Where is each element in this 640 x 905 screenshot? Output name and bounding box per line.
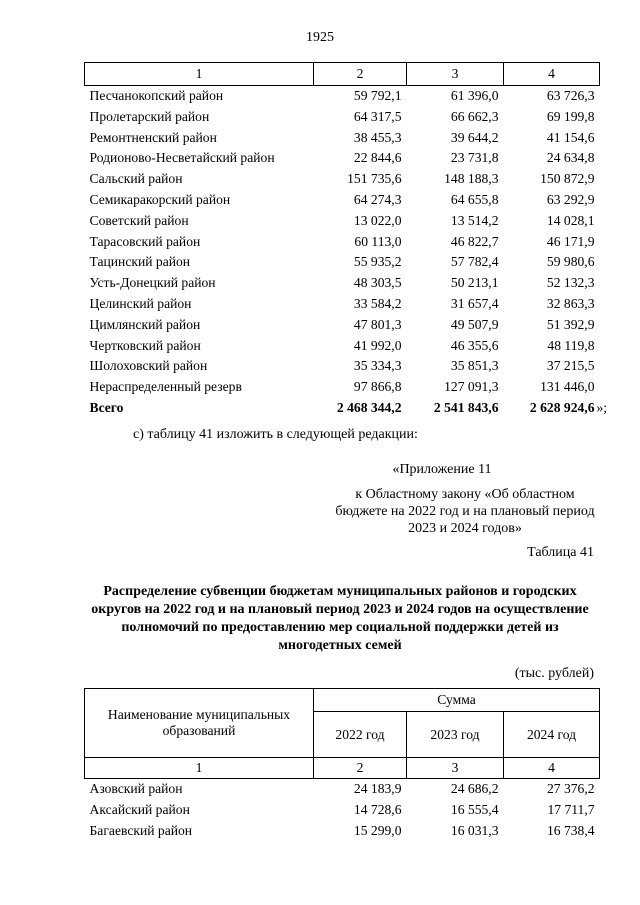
amount-2024: 16 738,4 bbox=[546, 822, 595, 838]
amount-2022: 55 935,2 bbox=[353, 254, 402, 270]
table-row bbox=[85, 252, 600, 273]
municipality-name: Аксайский район bbox=[89, 801, 190, 817]
year-header: 2022 год bbox=[314, 712, 407, 758]
year-header: 2024 год bbox=[504, 712, 600, 758]
amount-2023: 24 686,2 bbox=[450, 781, 499, 796]
municipality-name: Советский район bbox=[89, 212, 189, 228]
amount-2024: 131 446,0 bbox=[540, 379, 595, 395]
sum-column-header: Сумма bbox=[314, 689, 600, 712]
amount-2024: 59 980,6 bbox=[546, 254, 595, 270]
amount-2022: 15 299,0 bbox=[353, 822, 402, 838]
amount-2023: 50 213,1 bbox=[450, 275, 499, 291]
column-number: 1 bbox=[85, 63, 314, 86]
table-row bbox=[85, 821, 600, 842]
column-number-row bbox=[85, 63, 600, 86]
amount-2023: 148 188,3 bbox=[444, 171, 499, 187]
amount-2024: 46 171,9 bbox=[546, 233, 595, 249]
amount-2022: 2 468 344,2 bbox=[336, 399, 402, 415]
amount-2022: 151 735,6 bbox=[347, 171, 402, 187]
amount-2024: 2 628 924,6 »; bbox=[504, 398, 600, 419]
table-title: Распределение субвенции бюджетам муниципальных районов и городских округов на 2022 год и на плановый период 2023 и 2024 годов на осуществление полномочий по предоставлению мер социальной поддержки детей из многодетных семей bbox=[91, 584, 589, 653]
amount-2022: 97 866,8 bbox=[353, 379, 402, 395]
amount-2024: 27 376,2 bbox=[546, 781, 595, 796]
municipality-name: Сальский район bbox=[89, 171, 183, 187]
annex-reference: к Областному закону «Об областном бюджете на 2022 год и на плановый период 2023 и 2024 годов» bbox=[335, 487, 595, 536]
municipality-name: Песчанокопский район bbox=[89, 88, 224, 103]
amount-2024: 150 872,9 bbox=[540, 171, 595, 187]
amount-2024: 69 199,8 bbox=[546, 108, 595, 124]
column-number: 2 bbox=[314, 758, 407, 779]
table-row bbox=[85, 315, 600, 336]
amount-2023: 49 507,9 bbox=[450, 316, 499, 332]
municipality-name: Шолоховский район bbox=[89, 358, 208, 374]
municipality-name: Пролетарский район bbox=[89, 108, 210, 124]
amount-2022: 38 455,3 bbox=[353, 129, 402, 145]
column-number: 4 bbox=[504, 63, 600, 86]
municipality-name: Азовский район bbox=[89, 781, 183, 796]
table-row bbox=[85, 377, 600, 398]
amendment-instruction: с) таблицу 41 изложить в следующей редакции: bbox=[133, 427, 418, 442]
column-number: 3 bbox=[407, 758, 504, 779]
amount-2022: 33 584,2 bbox=[353, 295, 402, 311]
municipality-name: Багаевский район bbox=[89, 822, 193, 838]
column-number: 3 bbox=[407, 63, 504, 86]
municipality-name: Семикаракорский район bbox=[89, 191, 231, 207]
amount-2023: 31 657,4 bbox=[450, 295, 499, 311]
municipality-name: Родионово-Несветайский район bbox=[89, 150, 275, 166]
amount-2024: 14 028,1 bbox=[546, 212, 595, 228]
table-row bbox=[85, 107, 600, 128]
closing-quote-suffix: »; bbox=[596, 399, 608, 415]
amount-2024: 63 726,3 bbox=[546, 88, 595, 103]
municipality-name: Тацинский район bbox=[89, 254, 191, 270]
municipality-name: Ремонтненский район bbox=[89, 129, 217, 145]
amount-2022: 59 792,1 bbox=[353, 88, 402, 103]
column-number-row bbox=[85, 758, 600, 779]
amount-2024: 24 634,8 bbox=[546, 150, 595, 166]
amount-2022: 24 183,9 bbox=[353, 781, 402, 796]
amount-2022: 64 274,3 bbox=[353, 191, 402, 207]
table-row bbox=[85, 398, 600, 419]
table-row bbox=[85, 169, 600, 190]
amount-2022: 35 334,3 bbox=[353, 358, 402, 374]
municipality-name: Целинский район bbox=[89, 295, 192, 311]
table-row bbox=[85, 190, 600, 211]
table-row bbox=[85, 800, 600, 821]
amount-2023: 23 731,8 bbox=[450, 150, 499, 166]
units-label: (тыс. рублей) bbox=[514, 666, 594, 681]
table-row bbox=[85, 356, 600, 377]
municipality-name: Цимлянский район bbox=[89, 316, 201, 332]
municipality-name: Чертковский район bbox=[89, 337, 201, 353]
amount-2023: 61 396,0 bbox=[450, 88, 499, 103]
amount-2023: 2 541 843,6 bbox=[433, 399, 499, 415]
amount-2023: 127 091,3 bbox=[444, 379, 499, 395]
amount-2023: 39 644,2 bbox=[450, 129, 499, 145]
table-row bbox=[85, 148, 600, 169]
column-number: 2 bbox=[314, 63, 407, 86]
amount-2023: 66 662,3 bbox=[450, 108, 499, 124]
amount-2024: 17 711,7 bbox=[547, 801, 595, 817]
table-row bbox=[85, 86, 600, 107]
page-number: 1925 bbox=[306, 30, 334, 45]
amount-2023: 46 822,7 bbox=[450, 233, 499, 249]
name-column-header: Наименование муниципальных образований bbox=[85, 689, 314, 758]
amount-2023: 35 851,3 bbox=[450, 358, 499, 374]
amount-2023: 16 555,4 bbox=[450, 801, 499, 817]
year-header: 2023 год bbox=[407, 712, 504, 758]
municipality-name: Тарасовский район bbox=[89, 233, 201, 249]
column-number: 4 bbox=[504, 758, 600, 779]
column-number: 1 bbox=[85, 758, 314, 779]
annex-heading: «Приложение 11 bbox=[392, 462, 492, 477]
table-row bbox=[85, 128, 600, 149]
table-row bbox=[85, 273, 600, 294]
subvention-table-continued bbox=[84, 62, 608, 419]
table-row bbox=[85, 336, 600, 357]
amount-2024: 48 119,8 bbox=[547, 337, 595, 353]
amount-2024: 52 132,3 bbox=[546, 275, 595, 291]
amount-2022: 64 317,5 bbox=[353, 108, 402, 124]
table-row bbox=[85, 232, 600, 253]
amount-2024: 63 292,9 bbox=[546, 191, 595, 207]
amount-2024: 51 392,9 bbox=[546, 316, 595, 332]
municipality-name: Всего bbox=[89, 399, 124, 415]
amount-2023: 64 655,8 bbox=[450, 191, 499, 207]
municipality-name: Усть-Донецкий район bbox=[89, 275, 216, 291]
amount-2024: 32 863,3 bbox=[546, 295, 595, 311]
amount-2023: 57 782,4 bbox=[450, 254, 499, 270]
table-41 bbox=[84, 688, 600, 841]
amount-2023: 13 514,2 bbox=[450, 212, 499, 228]
amount-2022: 47 801,3 bbox=[353, 316, 402, 332]
amount-2022: 22 844,6 bbox=[353, 150, 402, 166]
table-row bbox=[85, 779, 600, 800]
amount-2022: 14 728,6 bbox=[353, 801, 402, 817]
amount-2022: 41 992,0 bbox=[353, 337, 402, 353]
amount-2023: 46 355,6 bbox=[450, 337, 499, 353]
table-row bbox=[85, 294, 600, 315]
table-row bbox=[85, 211, 600, 232]
amount-2022: 48 303,5 bbox=[353, 275, 402, 291]
municipality-name: Нераспределенный резерв bbox=[89, 379, 242, 395]
amount-2022: 13 022,0 bbox=[353, 212, 402, 228]
table-number: Таблица 41 bbox=[527, 545, 594, 560]
amount-2023: 16 031,3 bbox=[450, 822, 499, 838]
amount-2022: 60 113,0 bbox=[354, 233, 402, 249]
amount-2024: 37 215,5 bbox=[546, 358, 595, 374]
amount-2024: 41 154,6 bbox=[546, 129, 595, 145]
